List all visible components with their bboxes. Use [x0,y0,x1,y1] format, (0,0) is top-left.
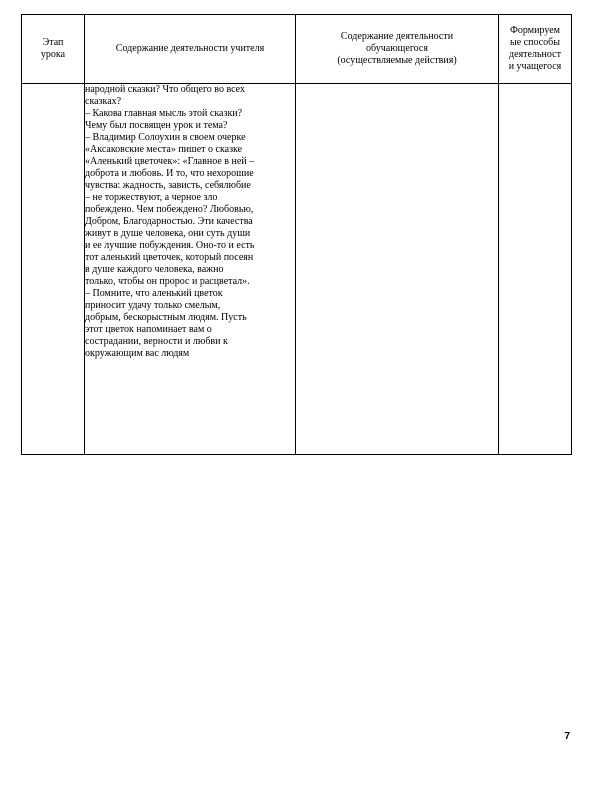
teacher-activity-cell [85,84,296,455]
header-stage-line: Этап [42,37,64,48]
teacher-text-line: – Помните, что аленький цветок [85,288,223,299]
table-row [22,84,572,455]
header-stage-line: урока [40,49,66,60]
header-methods-line: и учащегося [508,61,562,72]
teacher-text-line: чувства: жадность, зависть, себялюбие [85,180,251,191]
stage-cell [22,84,85,455]
teacher-text-line: окружающим вас людям [85,348,190,359]
table-header-row [22,15,572,84]
teacher-text-line: народной сказки? Что общего во всех [85,84,245,95]
teacher-text-line: добрым, бескорыстным людям. Пусть [85,312,247,323]
teacher-text-line: «Аленький цветочек»: «Главное в ней – [85,156,255,167]
teacher-text-line: сострадании, верности и любви к [85,336,228,347]
header-student-line: обучающегося [366,43,428,54]
teacher-text-line: – не торжествуют, а черное зло [85,192,218,203]
lesson-plan-table [21,14,572,455]
teacher-text-line: и ее лучшие побуждения. Оно-то и есть [85,240,255,251]
teacher-text-line: этот цветок напоминает вам о [85,324,212,335]
teacher-text-line: тот аленький цветочек, который посеян [85,252,254,263]
teacher-text-line: сказках? [85,96,122,107]
teacher-text-line: Добром, Благодарностью. Эти качества [85,216,253,227]
teacher-text-line: – Владимир Солоухин в своем очерке [85,132,246,143]
header-stage [22,15,85,84]
header-methods-line: Формируем [510,25,560,36]
teacher-text-line: побеждено. Чем побеждено? Любовью, [85,204,254,215]
header-teacher-activity: Содержание деятельности учителя [85,15,296,84]
student-activity-cell [296,84,499,455]
teacher-text-line: только, чтобы он пророс и расцветал». [85,276,250,287]
teacher-text-line: доброта и любовь. И то, что нехорошие [85,168,254,179]
teacher-text-line: в душе каждого человека, важно [85,264,224,275]
header-student-line: (осуществляемые действия) [337,55,457,66]
header-methods-line: деятельност [509,49,561,60]
header-methods-line: ые способы [510,37,560,48]
header-methods [499,15,572,84]
teacher-text-line: – Какова главная мысль этой сказки? [85,108,243,119]
teacher-text-line: «Аксаковские места» пишет о сказке [85,144,243,155]
teacher-text-line: Чему был посвящен урок и тема? [85,120,228,131]
methods-cell [499,84,572,455]
page-number: 7 [564,731,570,742]
header-student-activity [296,15,499,84]
header-student-line: Содержание деятельности [340,31,454,42]
teacher-text-line: живут в душе человека, они суть души [85,228,251,239]
teacher-text-line: приносит удачу только смелым, [85,300,221,311]
